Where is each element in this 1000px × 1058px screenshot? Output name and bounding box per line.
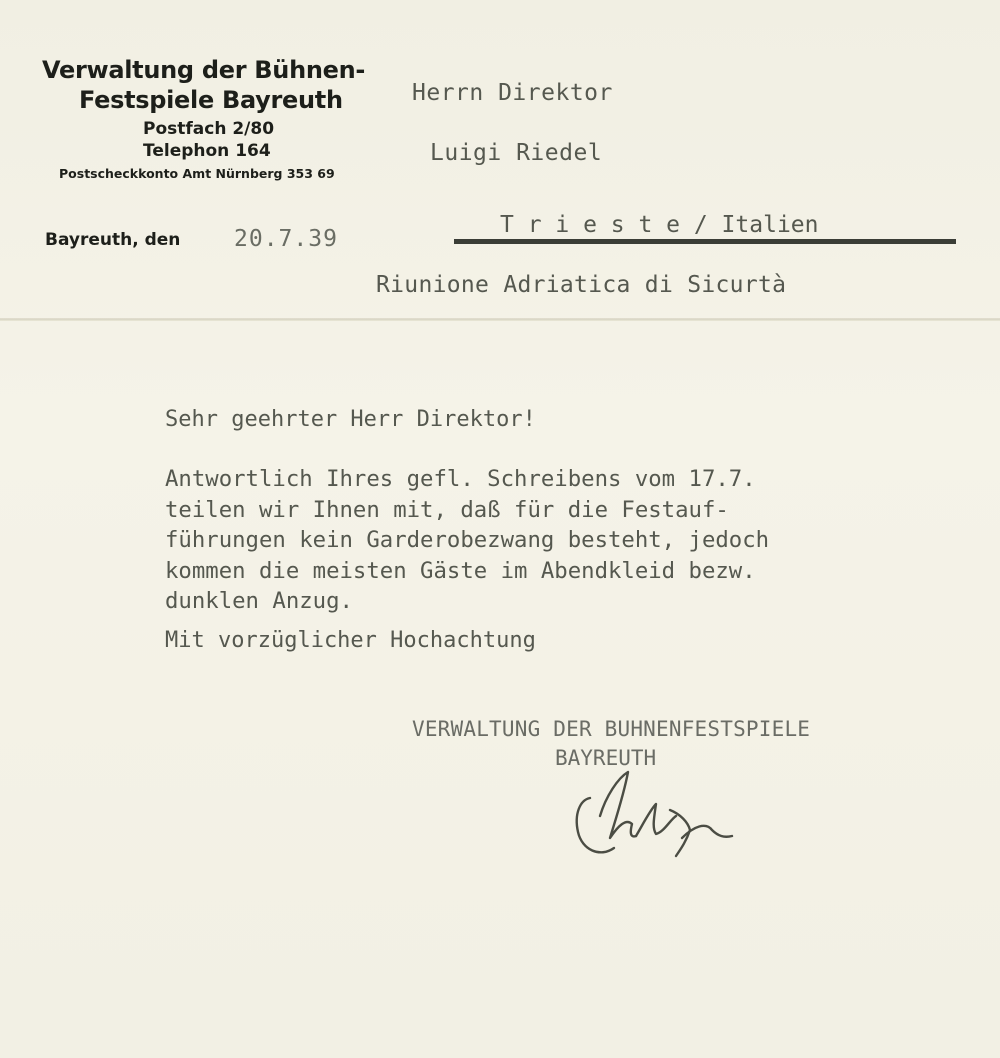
recipient-line1: Herrn Direktor: [412, 80, 613, 106]
letterhead-telephon: Telephon 164: [143, 141, 271, 161]
recipient-line2: Luigi Riedel: [430, 140, 603, 166]
address-underline: [454, 239, 956, 244]
body-line: Antwortlich Ihres gefl. Schreibens vom 17.7.: [165, 466, 756, 492]
paper-fold: [0, 318, 1000, 321]
handwritten-signature: [566, 766, 746, 866]
letterhead-place-label: Bayreuth, den: [45, 230, 181, 250]
sender-line2: BAYREUTH: [555, 746, 657, 770]
recipient-line4: Riunione Adriatica di Sicurtà: [376, 272, 787, 298]
letterhead-postscheck: Postscheckkonto Amt Nürnberg 353 69: [59, 166, 335, 181]
sender-line1: VERWALTUNG DER BUHNENFESTSPIELE: [412, 717, 811, 741]
body-line: teilen wir Ihnen mit, daß für die Festauf-: [165, 496, 729, 523]
closing: Mit vorzüglicher Hochachtung: [165, 628, 536, 653]
letterhead-org-line1: Verwaltung der Bühnen-: [42, 56, 366, 84]
letterhead-postfach: Postfach 2/80: [143, 119, 275, 139]
body-line: kommen die meisten Gäste im Abendkleid bezw.: [165, 557, 756, 584]
salutation: Sehr geehrter Herr Direktor!: [165, 407, 536, 432]
letter-body: [165, 464, 769, 617]
letter-date: 20.7.39: [234, 226, 338, 252]
body-line: führungen kein Garderobezwang besteht, jedoch: [165, 527, 770, 553]
recipient-line3: T r i e s t e / Italien: [500, 212, 819, 238]
body-line: dunklen Anzug.: [165, 588, 353, 614]
letterhead-org-line2: Festspiele Bayreuth: [79, 86, 343, 114]
